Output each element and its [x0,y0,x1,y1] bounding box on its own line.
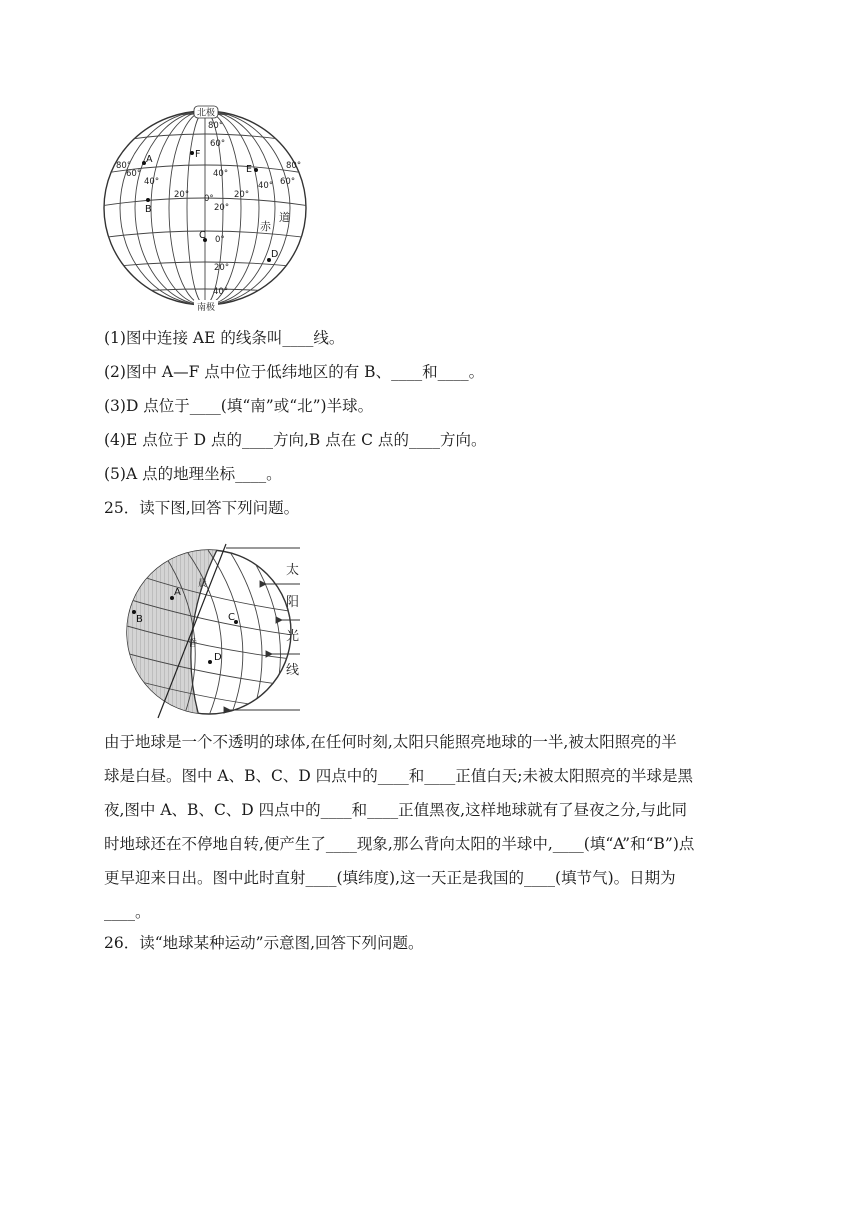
paragraph-line-6: ____。 [104,903,151,921]
point-a-label: A [174,587,181,598]
equator-char-1: 赤 [260,220,271,233]
question-24-4: (4)E 点位于 D 点的____方向,B 点在 C 点的____方向。 [104,431,487,449]
globe-graticule-diagram [100,104,310,319]
lon-label-w60: 60° [126,169,142,179]
lon-label-e40: 40° [258,181,274,191]
point-c-label: C [228,612,235,623]
point-c-label: C [199,230,206,241]
paragraph-line-4: 时地球还在不停地自转,便产生了____现象,那么背向太阳的半球中,____(填“A”和“B”)点 [104,835,695,853]
question-24-2: (2)图中 A—F 点中位于低纬地区的有 B、____和____。 [104,363,485,381]
point-f-marker [190,151,194,155]
question-24-5: (5)A 点的地理坐标____。 [104,465,282,483]
point-d-marker [208,660,212,664]
question-26-title: 26．读“地球某种运动”示意图,回答下列问题。 [104,934,424,952]
paragraph-line-1: 由于地球是一个不透明的球体,在任何时刻,太阳只能照亮地球的一半,被太阳照亮的半 [104,733,677,751]
lon-label-e20: 20° [234,190,250,200]
dusk-label: 昏 [188,639,198,649]
question-25-title: 25．读下图,回答下列问题。 [104,499,300,517]
question-25-paragraph [104,725,764,929]
point-b-label: B [145,204,152,215]
lon-label-e80: 80° [286,161,302,171]
lat-label-s40: 40° [213,287,229,297]
day-night-diagram [104,540,314,720]
point-d-label: D [214,652,222,663]
day-night-figure [104,540,314,720]
question-24-1: (1)图中连接 AE 的线条叫____线。 [104,329,345,347]
paragraph-line-5: 更早迎来日出。图中此时直射____(填纬度),这一天正是我国的____(填节气)。日期为 [104,869,676,887]
lon-label-w40: 40° [144,177,160,187]
point-f-label: F [195,149,201,160]
lat-label-0: 0° [215,235,225,245]
globe-figure-1 [100,104,310,319]
lon-label-e60: 60° [280,177,296,187]
equator-char-2: 道 [279,211,290,224]
paragraph-line-2: 球是白昼。图中 A、B、C、D 四点中的____和____正值白天;未被太阳照亮的半球是黑 [104,767,693,785]
lon-label-0: 0° [204,194,214,204]
paragraph-line-3: 夜,图中 A、B、C、D 四点中的____和____正值黑夜,这样地球就有了昼夜之分,与此同 [104,801,688,819]
lat-label-40: 40° [213,169,229,179]
lat-label-80: 80° [208,121,224,131]
point-d-label: D [271,249,279,260]
dawn-label: 晨 [198,579,208,589]
lon-label-w20: 20° [174,190,190,200]
point-b-label: B [136,614,143,625]
south-pole-label: 南极 [196,303,216,313]
lon-label-w80: 80° [116,161,132,171]
sunlight-char-3: 光 [286,629,300,644]
north-pole-label: 北极 [196,108,216,119]
sunlight-char-2: 阳 [286,595,300,610]
lat-label-s20: 20° [214,263,230,273]
lat-label-20: 20° [214,203,230,213]
point-a-label: A [146,154,153,165]
point-e-marker [254,168,258,172]
question-24-3: (3)D 点位于____(填“南”或“北”)半球。 [104,397,374,415]
lat-label-60: 60° [210,139,226,149]
sunlight-char-4: 线 [286,663,300,678]
point-e-label: E [246,164,253,175]
point-b-marker [146,198,150,202]
sunlight-char-1: 太 [286,563,300,578]
